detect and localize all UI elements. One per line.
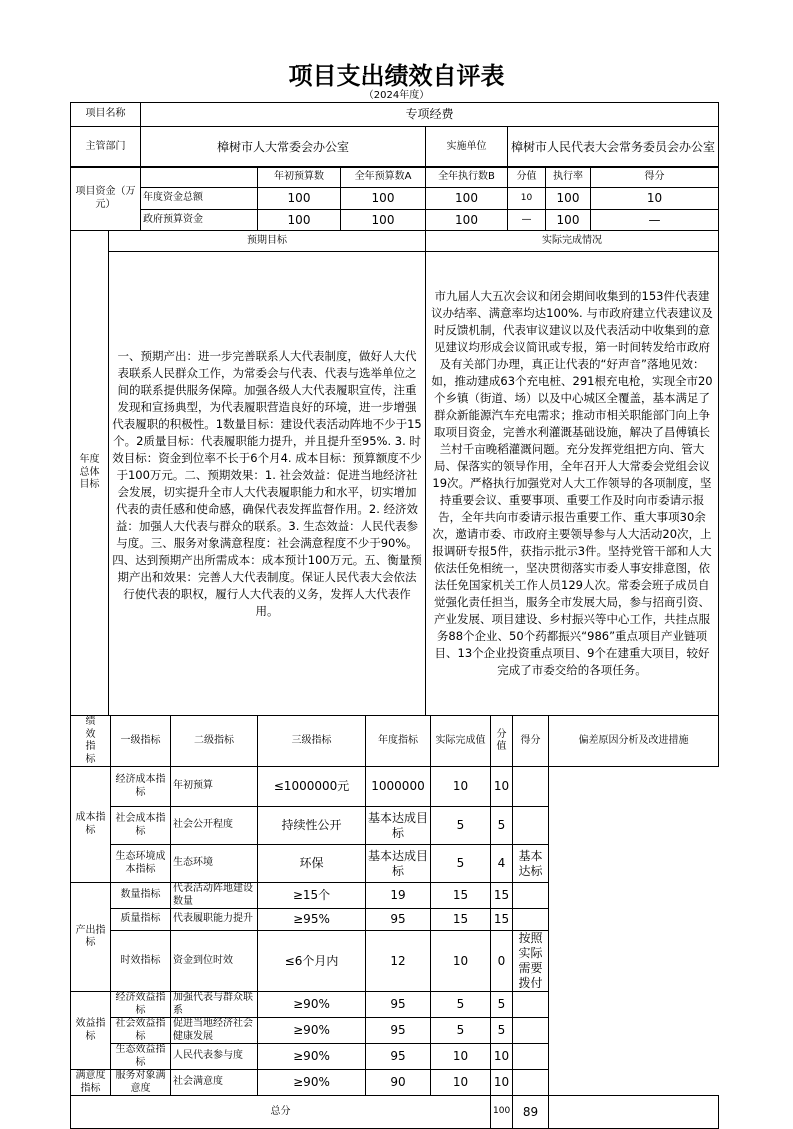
indicator-actual: 95 [366, 909, 431, 931]
total-score: 89 [513, 1096, 549, 1129]
indicator-level2: 生态环境成本指标 [111, 845, 171, 883]
indicator-level3: 资金到位时效 [171, 931, 258, 992]
indicator-actual: 95 [366, 1018, 431, 1044]
actual-results-text: 市九届人大五次会议和闭会期间收集到的153件代表建议办结率、满意率均达100%. 与市政府建立代表建议及时反馈机制，代表审议建议以及代表活动中收集到的意见建议均形成会议简讯或专报，第一时间转发给市政府及有关部门办理，真正让代表的“好声音”落地见效：如，推动建成63个充电桩、291根充电枪，实现全市20个乡镇（街道、场）以及中心城区全覆盖，基本满足了群众新能源汽车充电需求；推动市相关职能部门向上争取项目资金，完善水利灌溉基础设施，解决了昌傅镇长兰村千亩晚稻灌溉问题。充分发挥党组把方向、管大局、保落实的领导作用，全年召开人大常委会党组会议19次。严格执行加强党对人大工作领导的各项制度，坚持重要会议、重要事项、重要工作及时向市委请示报告，全年共向市委请示报告重要工作、重大事项30余次，邀请市委、市政府主要领导参与人大活动20次，上报调研专报5件，获指示批示3件。坚持党管干部和人大依法任免相统一，坚决贯彻落实市委人事安排意图，依法任免国家机关工作人员129人次。常委会班子成员自觉强化责任担当，服务全市发展大局，参与招商引资、产业发展、项目建设、乡村振兴等中心工作，共挂点服务88个企业、50个药都振兴“986”重点项目产业链项目、13个企业投资重点项目、9个在建重大项目，较好完成了市委交给的各项任务。 [426, 252, 719, 716]
indicator-header: 偏差原因分析及改进措施 [549, 716, 719, 767]
indicator-level1: 成本指标 [71, 767, 111, 883]
indicator-level2: 数量指标 [111, 883, 171, 909]
funds-cell: 10 [508, 188, 546, 210]
dept-label: 主管部门 [71, 127, 141, 168]
indicator-deviation [513, 767, 549, 807]
indicator-row [71, 807, 719, 845]
indicator-score: 15 [491, 909, 513, 931]
indicator-score: 5 [491, 992, 513, 1018]
indicator-deviation [513, 807, 549, 845]
funds-header: 分值 [508, 167, 546, 188]
funds-header: 执行率 [546, 167, 591, 188]
funds-cell: 10 [591, 188, 719, 210]
indicator-target: 持续性公开 [258, 807, 366, 845]
indicator-actual: 12 [366, 931, 431, 992]
indicator-level3: 生态环境 [171, 845, 258, 883]
indicator-deviation: 基本达标 [513, 845, 549, 883]
indicator-target: ≥90% [258, 992, 366, 1018]
indicator-level3: 人民代表参与度 [171, 1044, 258, 1070]
funds-table [70, 166, 719, 231]
indicator-deviation [513, 1070, 549, 1096]
funds-row-label: 年度资金总额 [141, 188, 258, 210]
indicator-row [71, 845, 719, 883]
actual-label: 实际完成情况 [426, 231, 719, 252]
indicator-level2: 经济成本指标 [111, 767, 171, 807]
indicators-table [70, 715, 719, 1129]
indicator-score: 10 [491, 1070, 513, 1096]
indicator-header: 分值 [491, 716, 513, 767]
indicator-weight: 10 [431, 931, 491, 992]
indicator-row [71, 1044, 719, 1070]
indicator-deviation [513, 883, 549, 909]
indicator-row [71, 767, 719, 807]
indicator-deviation [513, 1044, 549, 1070]
indicator-header: 年度指标 [366, 716, 431, 767]
project-name-label: 项目名称 [71, 103, 141, 127]
indicator-level2: 社会成本指标 [111, 807, 171, 845]
indicator-deviation [513, 909, 549, 931]
funds-label: 项目资金（万元） [71, 167, 141, 231]
indicator-target: ≤1000000元 [258, 767, 366, 807]
indicator-actual: 1000000 [366, 767, 431, 807]
indicator-row [71, 883, 719, 909]
indicator-actual: 95 [366, 1044, 431, 1070]
indicator-row [71, 992, 719, 1018]
indicator-header: 得分 [513, 716, 549, 767]
indicator-row [71, 1018, 719, 1044]
goals-table [70, 230, 719, 716]
indicator-weight: 15 [431, 909, 491, 931]
funds-header: 全年执行数B [426, 167, 508, 188]
indicator-row [71, 909, 719, 931]
funds-cell: 100 [426, 210, 508, 231]
indicator-score: 4 [491, 845, 513, 883]
dept-value: 樟树市人大常委会办公室 [141, 127, 426, 168]
indicator-target: ≥90% [258, 1018, 366, 1044]
funds-row-label: 政府预算资金 [141, 210, 258, 231]
total-label: 总分 [71, 1096, 491, 1129]
indicator-level1: 产出指标 [71, 883, 111, 992]
indicators-label: 绩效指标 [71, 716, 111, 767]
indicator-deviation [513, 1018, 549, 1044]
total-row [71, 1096, 719, 1129]
project-name: 专项经费 [141, 103, 719, 127]
funds-cell: 100 [341, 210, 426, 231]
indicator-level2: 服务对象满意度 [111, 1070, 171, 1096]
unit-value: 樟树市人民代表大会常务委员会办公室 [508, 127, 719, 168]
indicator-level2: 经济效益指标 [111, 992, 171, 1018]
indicator-header: 三级指标 [258, 716, 366, 767]
funds-cell: 100 [258, 210, 341, 231]
indicator-row [71, 1070, 719, 1096]
indicator-level3: 促进当地经济社会健康发展 [171, 1018, 258, 1044]
project-info-table [70, 102, 719, 168]
indicator-level3: 代表履职能力提升 [171, 909, 258, 931]
funds-cell: 100 [341, 188, 426, 210]
page-subtitle: （2024年度） [363, 90, 430, 101]
indicator-score: 10 [491, 767, 513, 807]
indicator-weight: 10 [431, 1044, 491, 1070]
page-title: 项目支出绩效自评表 [288, 62, 505, 90]
funds-cell: — [591, 210, 719, 231]
indicator-level2: 社会效益指标 [111, 1018, 171, 1044]
funds-cell: 100 [258, 188, 341, 210]
funds-cell: — [508, 210, 546, 231]
indicator-row [71, 931, 719, 992]
total-deviation [549, 1096, 719, 1129]
indicator-target: ≥15个 [258, 883, 366, 909]
indicator-target: ≥95% [258, 909, 366, 931]
indicator-weight: 10 [431, 1070, 491, 1096]
expected-goals-text: 一、预期产出：进一步完善联系人大代表制度，做好人大代表联系人民群众工作，为常委会与代表、代表与选举单位之间的联系提供服务保障。加强各级人大代表履职宣传，注重发现和宣扬典型，为代表履职营造良好的环境，进一步增强代表履职的积极性。1数量目标：建设代表活动阵地不少于15个。2质量目标：代表履职能力提升，并且提升至95%. 3. 时效目标：资金到位率不长于6个月4. 成本目标：预算额度不少于100万元。二、预期效果：1. 社会效益：促进当地经济社会发展，切实提升全市人大代表履职能力和水平，切实增加代表的责任感和使命感，确保代表发挥监督作用。2. 经济效益：加强人大代表与群众的联系。3. 生态效益：人民代表参与度。三、服务对象满意程度：社会满意程度不少于90%。四、达到预期产出所需成本：成本预计100万元。五、衡量预期产出和效果：完善人大代表制度。保证人民代表大会依法行使代表的职权，履行人大代表的义务，发挥人大代表作用。 [109, 252, 426, 716]
indicator-score: 10 [491, 1044, 513, 1070]
indicator-level3: 社会满意度 [171, 1070, 258, 1096]
funds-row [71, 188, 719, 210]
indicator-score: 5 [491, 1018, 513, 1044]
goals-label: 年度总体目标 [71, 231, 109, 716]
indicator-level3: 年初预算 [171, 767, 258, 807]
indicator-level2: 质量指标 [111, 909, 171, 931]
indicator-weight: 10 [431, 767, 491, 807]
indicator-actual: 基本达成目标 [366, 807, 431, 845]
indicator-weight: 5 [431, 992, 491, 1018]
indicator-header: 一级指标 [111, 716, 171, 767]
indicator-level1: 效益指标 [71, 992, 111, 1070]
indicator-header: 实际完成值 [431, 716, 491, 767]
expected-label: 预期目标 [109, 231, 426, 252]
indicator-header: 二级指标 [171, 716, 258, 767]
funds-cell: 100 [546, 210, 591, 231]
indicator-target: ≥90% [258, 1070, 366, 1096]
total-weight: 100 [491, 1096, 513, 1129]
funds-cell: 100 [426, 188, 508, 210]
indicator-actual: 基本达成目标 [366, 845, 431, 883]
indicator-level3: 社会公开程度 [171, 807, 258, 845]
indicator-level2: 时效指标 [111, 931, 171, 992]
indicator-level1: 满意度指标 [71, 1070, 111, 1096]
indicator-score: 5 [491, 807, 513, 845]
funds-header: 年初预算数 [258, 167, 341, 188]
funds-header: 得分 [591, 167, 719, 188]
funds-cell: 100 [546, 188, 591, 210]
indicator-score: 0 [491, 931, 513, 992]
indicator-target: ≤6个月内 [258, 931, 366, 992]
indicator-deviation [513, 992, 549, 1018]
indicator-weight: 5 [431, 845, 491, 883]
indicator-weight: 5 [431, 1018, 491, 1044]
indicator-weight: 15 [431, 883, 491, 909]
funds-row [71, 210, 719, 231]
indicator-score: 15 [491, 883, 513, 909]
indicator-level3: 代表活动阵地建设数量 [171, 883, 258, 909]
indicator-actual: 95 [366, 992, 431, 1018]
indicator-weight: 5 [431, 807, 491, 845]
indicator-level2: 生态效益指标 [111, 1044, 171, 1070]
indicator-level3: 加强代表与群众联系 [171, 992, 258, 1018]
funds-header: 全年预算数A [341, 167, 426, 188]
indicator-target: 环保 [258, 845, 366, 883]
indicator-actual: 19 [366, 883, 431, 909]
indicator-deviation: 按照实际需要拨付 [513, 931, 549, 992]
indicator-target: ≥90% [258, 1044, 366, 1070]
unit-label: 实施单位 [426, 127, 508, 168]
indicator-actual: 90 [366, 1070, 431, 1096]
